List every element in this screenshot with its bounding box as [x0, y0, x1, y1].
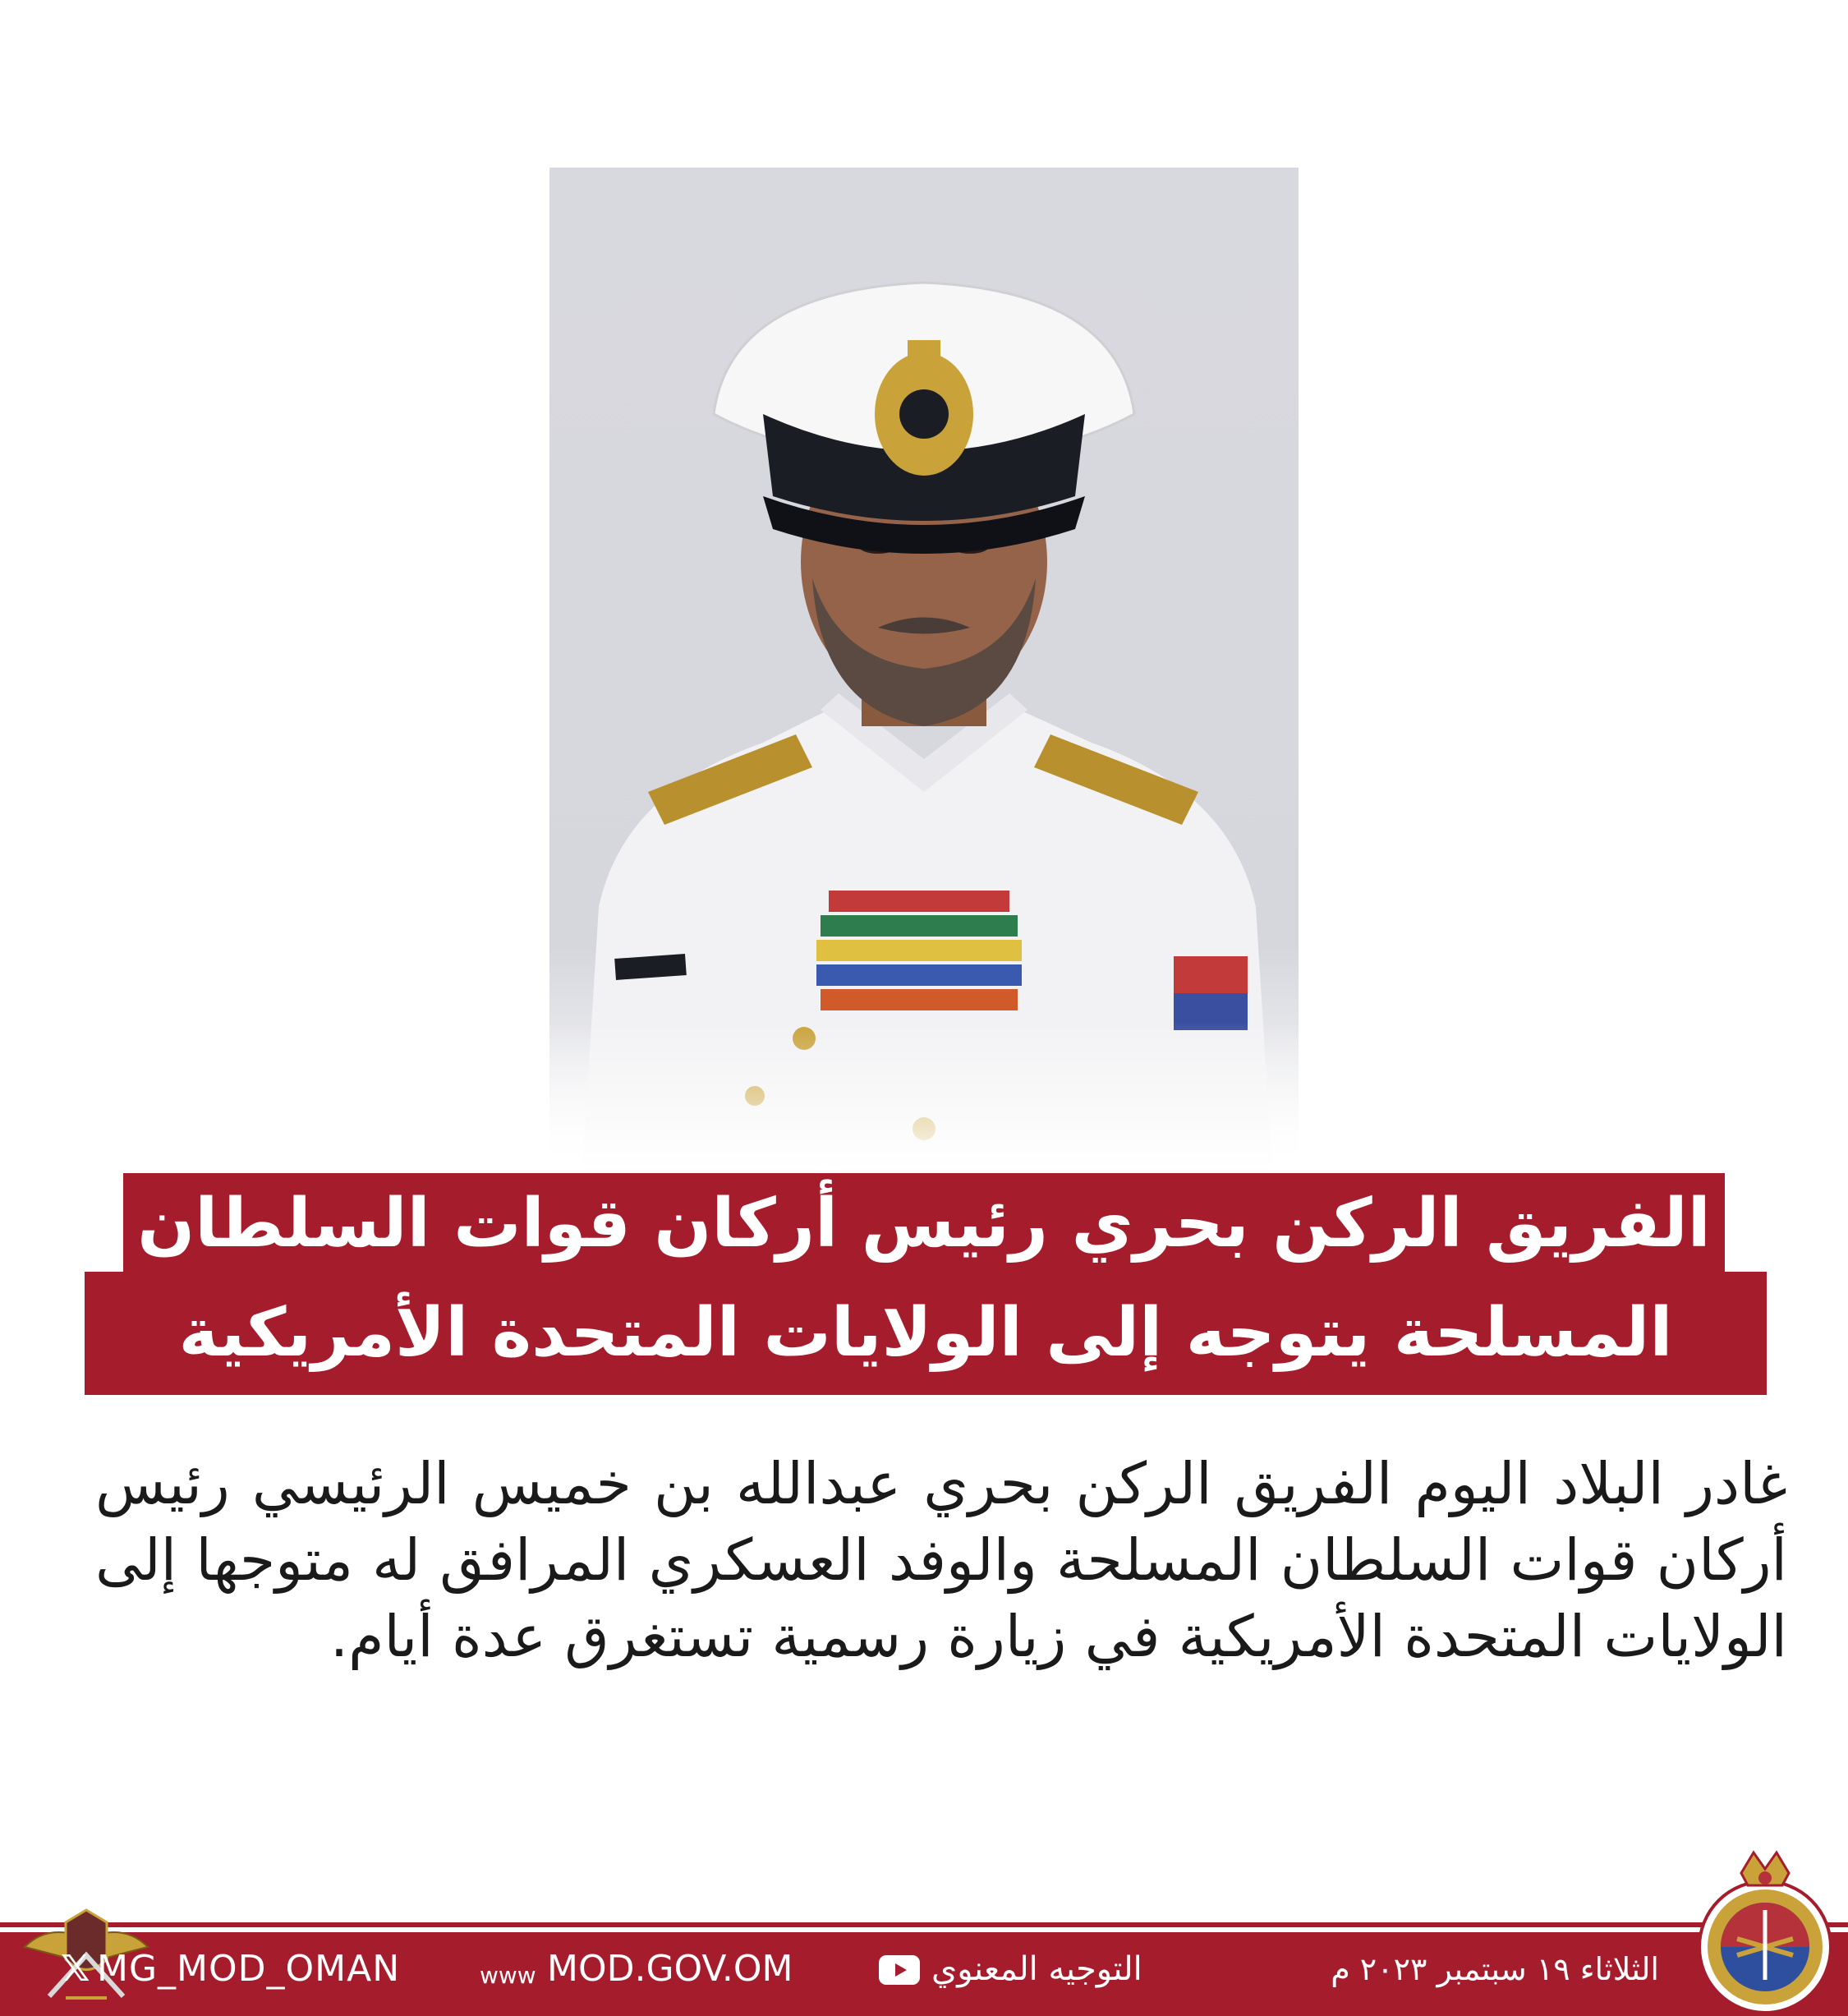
- headline-line-2: المسلحة يتوجه إلى الولايات المتحدة الأمريكية: [85, 1272, 1767, 1395]
- footer-top-rule: [0, 1922, 1848, 1927]
- www-label: www: [480, 1962, 536, 1989]
- ministry-of-defence-emblem: [1692, 1840, 1838, 2016]
- publish-date: الثلاثاء ١٩ سبتمبر ٢٠٢٣ م: [1331, 1951, 1659, 1987]
- x-icon: 𝕏: [61, 1948, 90, 1990]
- youtube-channel-name[interactable]: التوجيه المعنوي: [931, 1950, 1142, 1988]
- news-body: [95, 1446, 1787, 1675]
- news-body-paragraph: غادر البلاد اليوم الفريق الركن بحري عبدالله بن خميس الرئيسي رئيس أركان قوات السلطان المسلحة والوفد العسكري المرافق له متوجها إلى الولايات المتحدة الأمريكية في زيارة رسمية تستغرق عدة أيام.: [95, 1450, 1787, 1670]
- officer-illustration: [549, 168, 1299, 1170]
- youtube-icon[interactable]: [879, 1955, 920, 1985]
- social-handle[interactable]: MG_MOD_OMAN: [97, 1948, 401, 1990]
- officer-portrait: [549, 168, 1299, 1170]
- headline-line-1: الفريق الركن بحري رئيس أركان قوات السلطان: [123, 1173, 1725, 1275]
- website-link[interactable]: MOD.GOV.OM: [547, 1948, 793, 1990]
